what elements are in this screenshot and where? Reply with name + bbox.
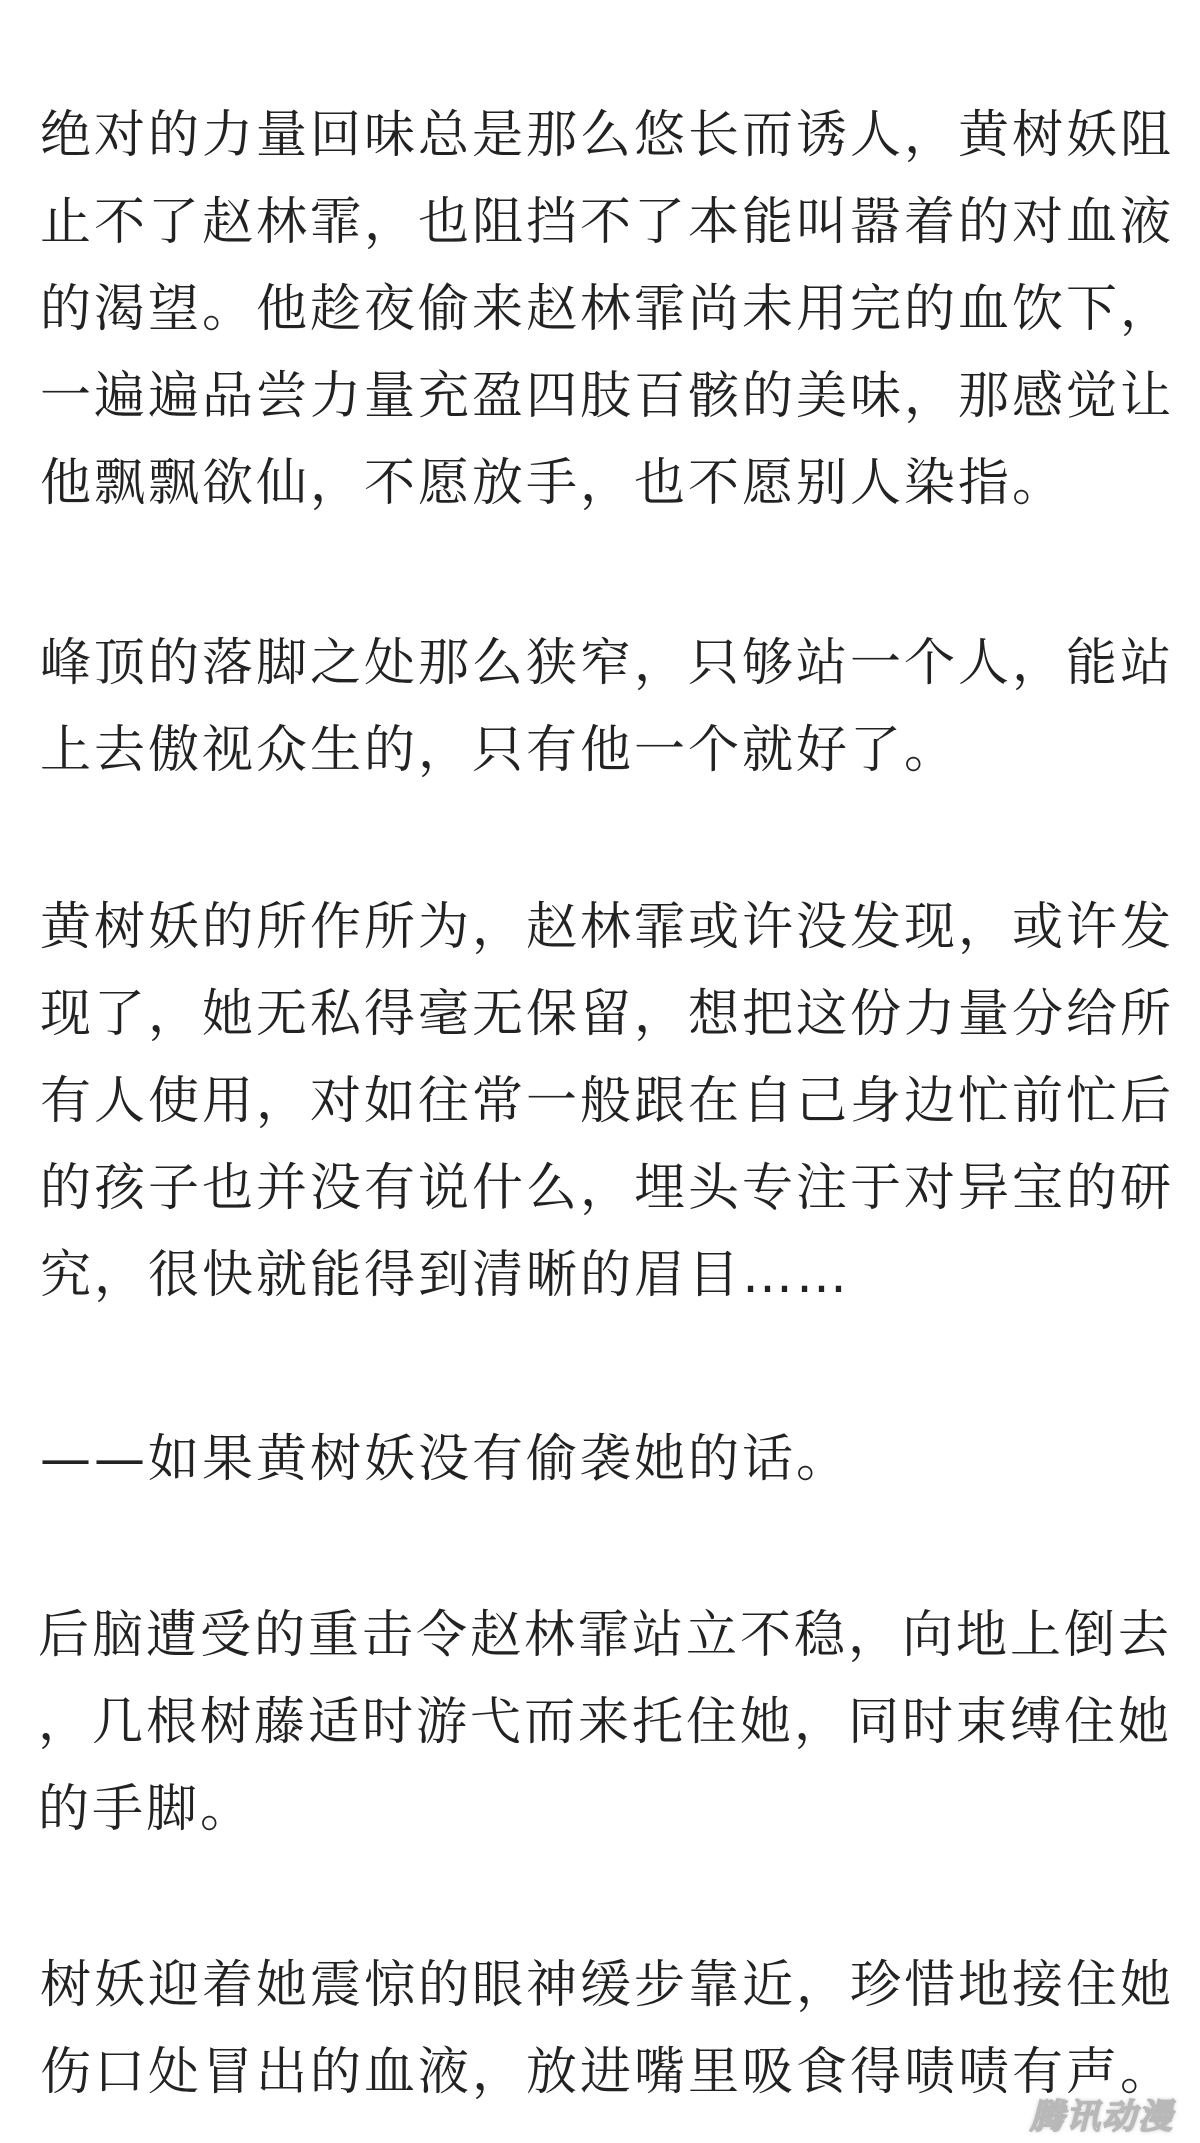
text-line: 后脑遭受的重击令赵林霏站立不稳，向地上倒去 bbox=[38, 1606, 1173, 1665]
text-line: 止不了赵林霏，也阻挡不了本能叫嚣着的对血液 bbox=[40, 193, 1175, 252]
paragraph-4 bbox=[40, 1416, 850, 1503]
text-line: 峰顶的落脚之处那么狭窄，只够站一个人，能站 bbox=[40, 634, 1175, 693]
paragraph-6 bbox=[40, 1942, 1174, 2116]
paragraph-5 bbox=[38, 1592, 1172, 1853]
text-line: 上去傲视众生的，只有他一个就好了。 bbox=[40, 721, 959, 780]
text-line: 一遍遍品尝力量充盈四肢百骸的美味，那感觉让 bbox=[40, 367, 1175, 426]
paragraph-2 bbox=[40, 620, 1174, 794]
text-line: 有人使用，对如往常一般跟在自己身边忙前忙后 bbox=[40, 1072, 1175, 1131]
paragraph-3 bbox=[40, 884, 1174, 1319]
text-line: 的手脚。 bbox=[38, 1780, 255, 1839]
text-line: ，几根树藤适时游弋而来托住她，同时束缚住她 bbox=[38, 1693, 1173, 1752]
text-line: 树妖迎着她震惊的眼神缓步靠近，珍惜地接住她 bbox=[40, 1956, 1175, 2015]
watermark-logo bbox=[1018, 2091, 1186, 2135]
text-line: ——如果黄树妖没有偷袭她的话。 bbox=[40, 1430, 851, 1489]
paragraph-1 bbox=[40, 92, 1174, 527]
text-line: 现了，她无私得毫无保留，想把这份力量分给所 bbox=[40, 985, 1175, 1044]
text-line: 的渴望。他趁夜偷来赵林霏尚未用完的血饮下， bbox=[40, 280, 1175, 339]
text-line: 究，很快就能得到清晰的眉目…… bbox=[40, 1246, 851, 1305]
text-line: 伤口处冒出的血液，放进嘴里吸食得啧啧有声。 bbox=[40, 2043, 1175, 2102]
watermark-text: 腾讯动漫 bbox=[1030, 2097, 1174, 2136]
text-line: 黄树妖的所作所为，赵林霏或许没发现，或许发 bbox=[40, 898, 1175, 957]
text-line: 他飘飘欲仙，不愿放手，也不愿别人染指。 bbox=[40, 454, 1067, 513]
text-line: 绝对的力量回味总是那么悠长而诱人，黄树妖阻 bbox=[40, 106, 1175, 165]
text-line: 的孩子也并没有说什么，埋头专注于对异宝的研 bbox=[40, 1159, 1175, 1218]
